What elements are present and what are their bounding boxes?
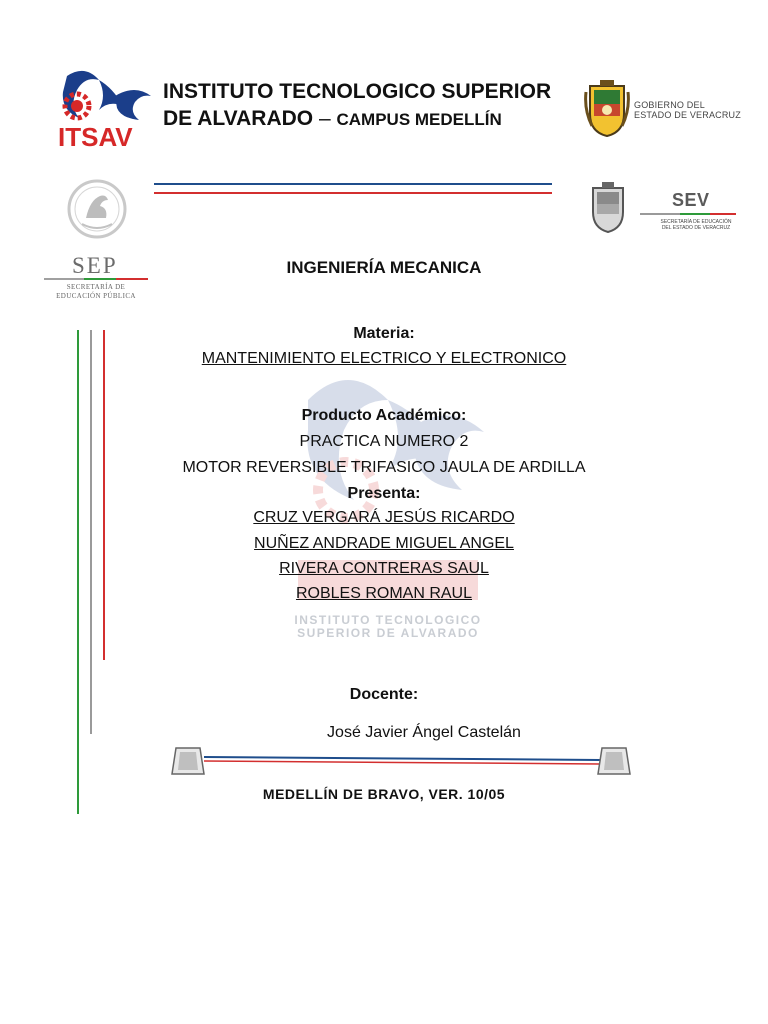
product-label: Producto Académico: xyxy=(301,407,467,424)
presenter-row xyxy=(0,535,768,553)
sev-stripe-green xyxy=(680,213,710,215)
sep-stripe-red xyxy=(116,278,148,280)
presenter-name: NUÑEZ ANDRADE MIGUEL ANGEL xyxy=(254,535,514,552)
itsav-logo xyxy=(55,66,165,150)
institute-title-line2 xyxy=(163,105,551,133)
mexico-coat-of-arms xyxy=(66,178,128,240)
header-divider-blue xyxy=(154,183,552,185)
mexico-eagle-icon xyxy=(66,178,128,240)
presenter-row xyxy=(0,585,768,603)
itsav-logo-text: ITSAV xyxy=(58,122,133,150)
institute-title xyxy=(163,78,551,133)
institute-title-line1: INSTITUTO TECNOLOGICO SUPERIOR xyxy=(163,80,552,103)
place-date: MEDELLÍN DE BRAVO, VER. 10/05 xyxy=(262,786,506,802)
presenter-name: ROBLES ROMAN RAUL xyxy=(295,585,473,602)
subject-value-wrap xyxy=(0,350,768,368)
sev-sub-line1: SECRETARÍA DE EDUCACIÓN xyxy=(660,219,732,225)
presenter-name: CRUZ VERGARÁ JESÚS RICARDO xyxy=(253,509,515,526)
presenters-label: Presenta: xyxy=(347,485,421,502)
sep-stripe-gray xyxy=(44,278,84,280)
product-line2: MOTOR REVERSIBLE TRIFASICO JAULA DE ARDILLA xyxy=(182,459,586,476)
header-divider-red xyxy=(154,192,552,194)
product-line1: PRACTICA NUMERO 2 xyxy=(299,433,469,450)
connector-line-icon xyxy=(170,744,636,778)
sev-shield-icon xyxy=(588,182,628,234)
subject-label: Materia: xyxy=(353,325,415,342)
presenter-name: RIVERA CONTRERAS SAUL xyxy=(279,560,489,577)
presenter-row xyxy=(0,560,768,578)
institute-name-end: DE ALVARADO xyxy=(163,107,314,130)
sev-stripe-gray xyxy=(640,213,680,215)
subject-value: MANTENIMIENTO ELECTRICO Y ELECTRONICO xyxy=(201,350,567,367)
gov-veracruz-text xyxy=(634,100,741,120)
title-dash: – xyxy=(318,107,331,130)
sev-stripe-red xyxy=(710,213,736,215)
gov-text-line2: ESTADO DE VERACRUZ xyxy=(634,110,741,120)
sep-subtitle xyxy=(42,283,150,301)
vertical-line-gray xyxy=(90,330,92,734)
teacher-label: Docente: xyxy=(349,686,419,703)
career-title: INGENIERÍA MECANICA xyxy=(286,258,482,277)
itsav-emblem-icon xyxy=(55,66,165,150)
sep-sub-line1: SECRETARÍA DE xyxy=(66,283,126,291)
campus-name: CAMPUS MEDELLÍN xyxy=(336,110,502,129)
sev-logo-text: SEV xyxy=(672,190,710,210)
presenter-row xyxy=(0,509,768,527)
veracruz-shield xyxy=(584,80,630,138)
sep-stripe-green xyxy=(84,278,116,280)
sep-logo-text: SEP xyxy=(72,253,118,278)
veracruz-shield-icon xyxy=(584,80,630,138)
sev-subtitle xyxy=(656,219,736,231)
teacher-name: José Javier Ángel Castelán xyxy=(327,724,521,741)
sev-shield xyxy=(588,182,628,234)
watermark-line1: INSTITUTO TECNOLOGICO xyxy=(294,613,482,627)
gov-text-line1: GOBIERNO DEL xyxy=(634,100,705,110)
sep-sub-line2: EDUCACIÓN PÚBLICA xyxy=(56,292,136,300)
watermark-line2: SUPERIOR DE ALVARADO xyxy=(297,626,479,640)
watermark-text xyxy=(283,614,493,640)
bottom-connector xyxy=(170,744,636,778)
sev-sub-line2: DEL ESTADO DE VERACRUZ xyxy=(661,225,731,231)
